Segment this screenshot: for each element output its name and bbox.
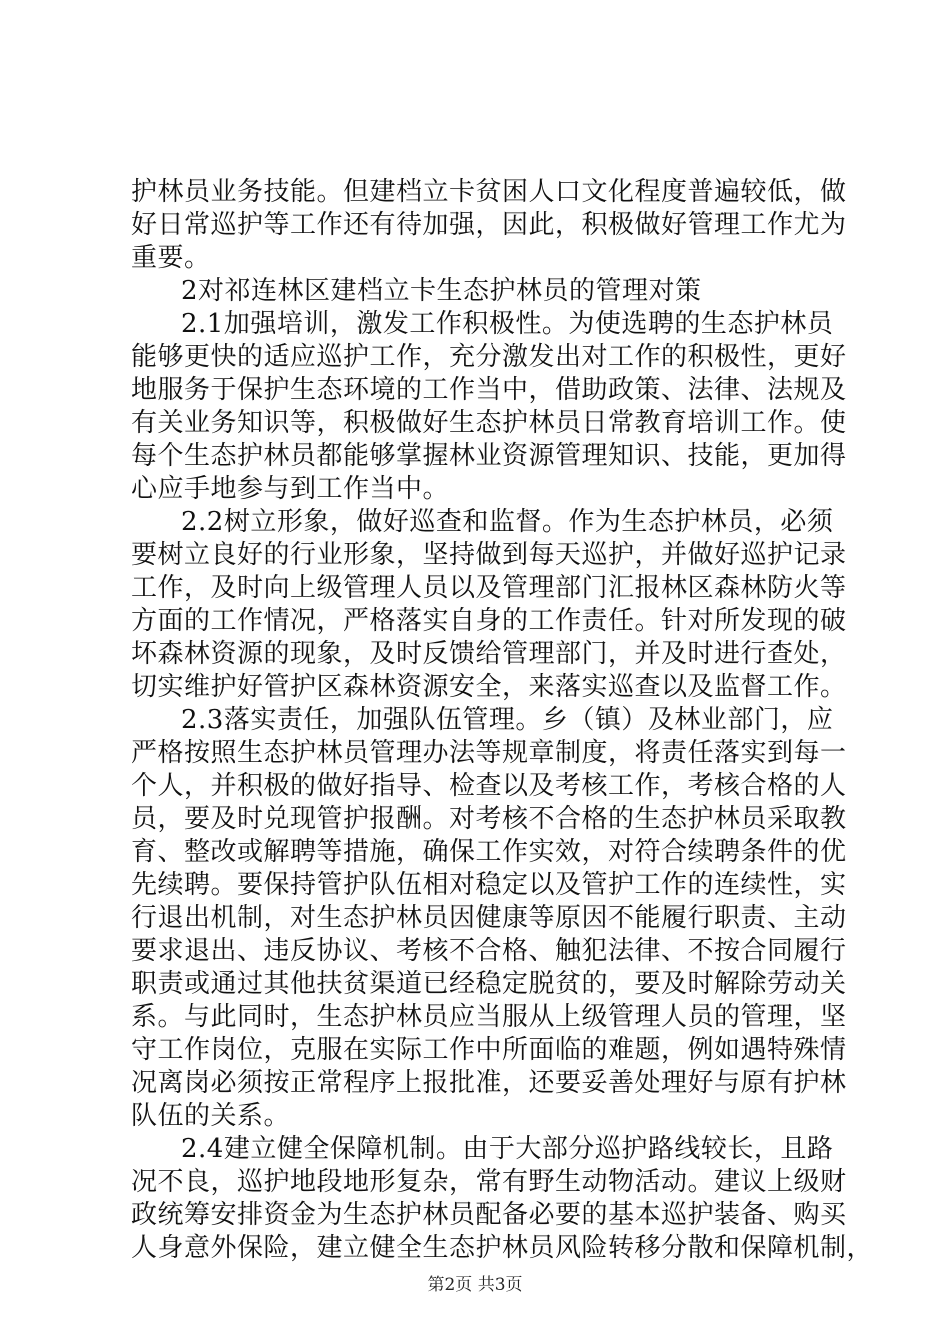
section-heading: 2对祁连林区建档立卡生态护林员的管理对策 <box>181 276 702 306</box>
body-text-line: 政统筹安排资金为生态护林员配备必要的基本巡护装备、购买 <box>131 1200 847 1230</box>
body-text-line: 方面的工作情况，严格落实自身的工作责任。针对所发现的破 <box>131 606 847 636</box>
body-text-line: 坏森林资源的现象，及时反馈给管理部门，并及时进行查处， <box>131 639 847 669</box>
body-text-line: 心应手地参与到工作当中。 <box>131 474 450 504</box>
body-text-line: 严格按照生态护林员管理办法等规章制度，将责任落实到每一 <box>131 738 847 768</box>
body-text-line: 工作，及时向上级管理人员以及管理部门汇报林区森林防火等 <box>131 573 847 603</box>
body-text-line: 先续聘。要保持管护队伍相对稳定以及管护工作的连续性，实 <box>131 870 847 900</box>
page-number-footer: 第2页 共3页 <box>427 1275 523 1295</box>
body-text-line: 职责或通过其他扶贫渠道已经稳定脱贫的，要及时解除劳动关 <box>131 969 847 999</box>
body-text-line: 个人，并积极的做好指导、检查以及考核工作，考核合格的人 <box>131 771 847 801</box>
body-text-line: 重要。 <box>131 243 211 273</box>
body-text-line: 有关业务知识等，积极做好生态护林员日常教育培训工作。使 <box>131 408 847 438</box>
body-text-line: 好日常巡护等工作还有待加强，因此，积极做好管理工作尤为 <box>131 210 847 240</box>
body-text-line: 切实维护好管护区森林资源安全，来落实巡查以及监督工作。 <box>131 672 847 702</box>
body-text-line: 能够更快的适应巡护工作，充分激发出对工作的积极性，更好 <box>131 342 847 372</box>
body-text-line: 况不良，巡护地段地形复杂，常有野生动物活动。建议上级财 <box>131 1167 847 1197</box>
body-text-line: 要树立良好的行业形象，坚持做到每天巡护，并做好巡护记录 <box>131 540 847 570</box>
subsection-lead-line: 2.2树立形象，做好巡查和监督。作为生态护林员，必须 <box>181 507 834 537</box>
body-text-line: 守工作岗位，克服在实际工作中所面临的难题，例如遇特殊情 <box>131 1035 847 1065</box>
body-text-line: 育、整改或解聘等措施，确保工作实效，对符合续聘条件的优 <box>131 837 847 867</box>
body-text-line: 每个生态护林员都能够掌握林业资源管理知识、技能，更加得 <box>131 441 847 471</box>
body-text-line: 地服务于保护生态环境的工作当中，借助政策、法律、法规及 <box>131 375 847 405</box>
body-text-line: 系。与此同时，生态护林员应当服从上级管理人员的管理，坚 <box>131 1002 847 1032</box>
body-text-line: 要求退出、违反协议、考核不合格、触犯法律、不按合同履行 <box>131 936 847 966</box>
subsection-lead-line: 2.3落实责任，加强队伍管理。乡（镇）及林业部门，应 <box>181 705 834 735</box>
body-text-line: 护林员业务技能。但建档立卡贫困人口文化程度普遍较低，做 <box>131 177 847 207</box>
body-text-line: 员，要及时兑现管护报酬。对考核不合格的生态护林员采取教 <box>131 804 847 834</box>
body-text-line: 队伍的关系。 <box>131 1101 291 1131</box>
body-text-line: 人身意外保险，建立健全生态护林员风险转移分散和保障机制， <box>131 1233 874 1263</box>
body-text-line: 况离岗必须按正常程序上报批准，还要妥善处理好与原有护林 <box>131 1068 847 1098</box>
body-text-line: 行退出机制，对生态护林员因健康等原因不能履行职责、主动 <box>131 903 847 933</box>
subsection-lead-line: 2.1加强培训，激发工作积极性。为使选聘的生态护林员 <box>181 309 834 339</box>
subsection-lead-line: 2.4建立健全保障机制。由于大部分巡护路线较长，且路 <box>181 1134 834 1164</box>
